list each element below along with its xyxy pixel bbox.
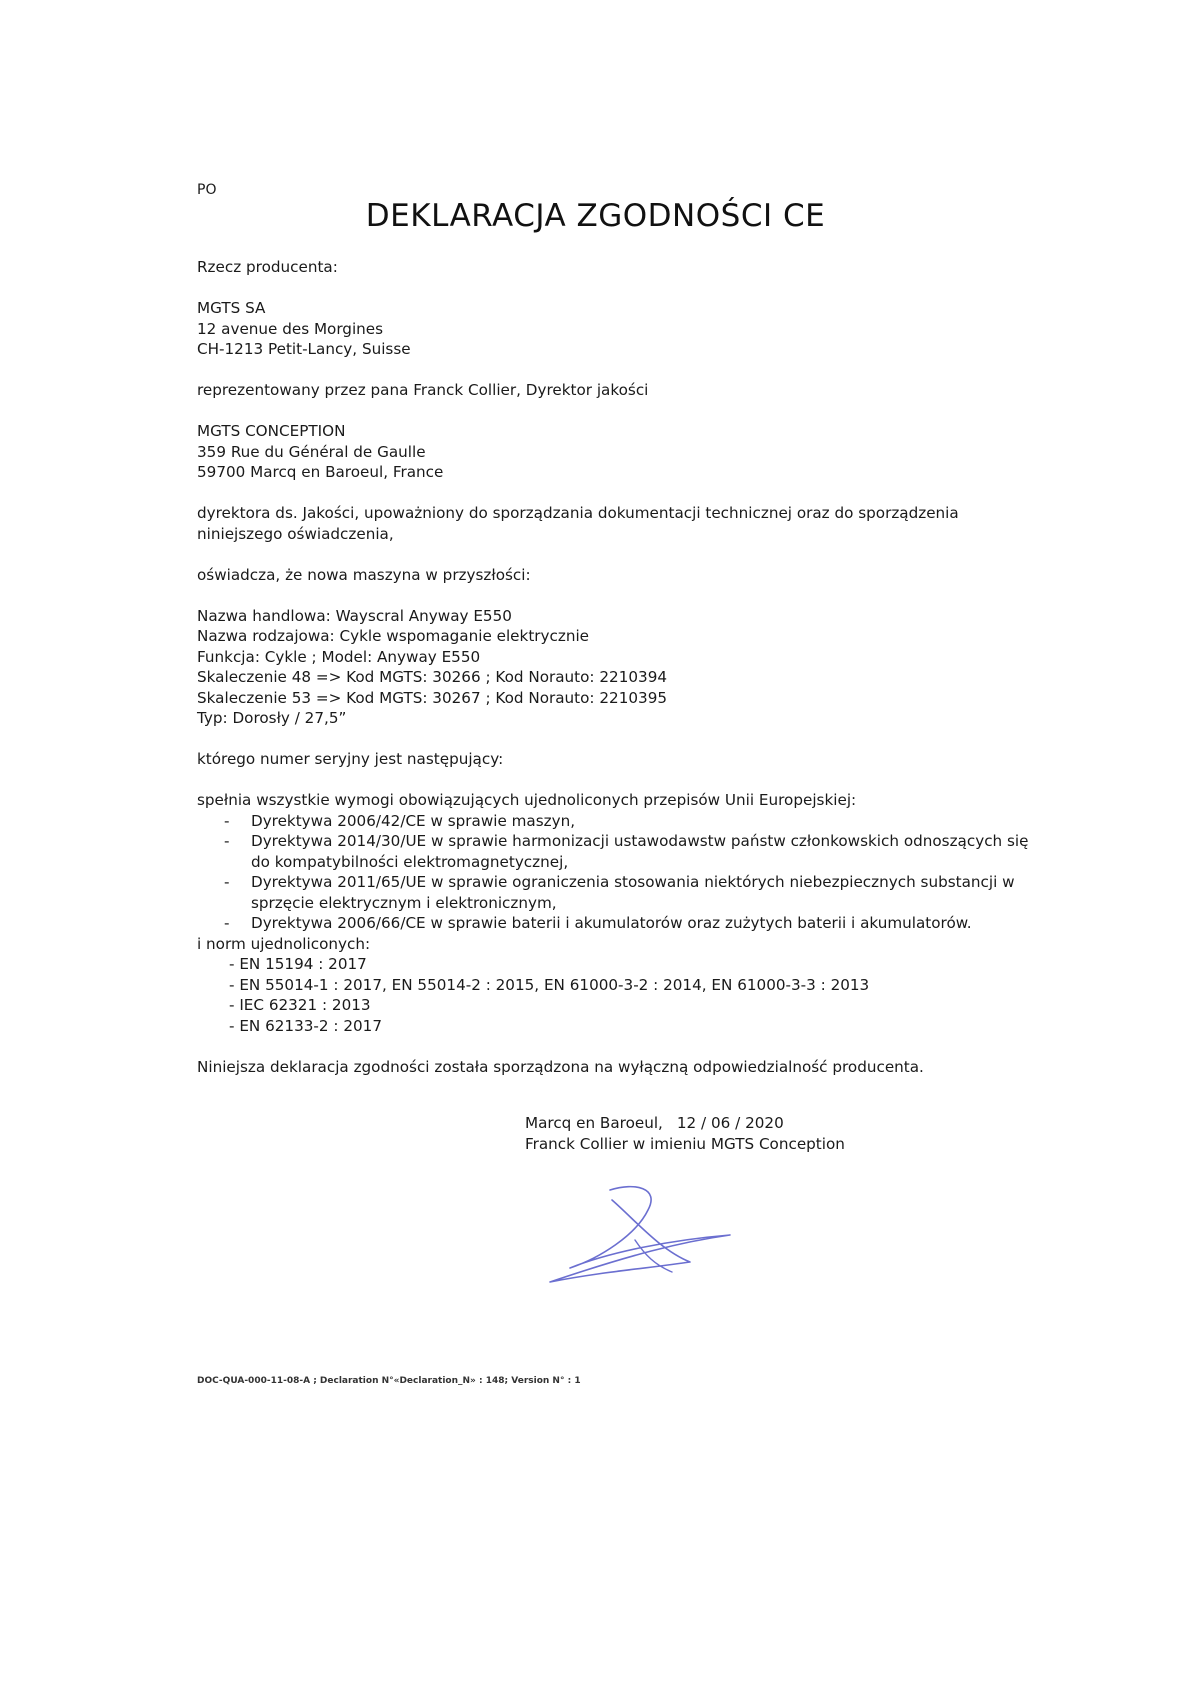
product-scale-48: Skaleczenie 48 => Kod MGTS: 30266 ; Kod Norauto: 2210394 xyxy=(197,668,668,686)
norms-list xyxy=(197,954,1047,1036)
norm-item: - IEC 62321 : 2013 xyxy=(229,995,1047,1016)
signature-date: 12 / 06 / 2020 xyxy=(676,1114,784,1132)
represented-by: reprezentowany przez pana Franck Collier, Dyrektor jakości xyxy=(197,381,649,399)
product-function: Funkcja: Cykle ; Model: Anyway E550 xyxy=(197,647,481,666)
directives-list xyxy=(197,811,1047,934)
norm-item: - EN 62133-2 : 2017 xyxy=(229,1016,1047,1037)
handwritten-signature xyxy=(540,1180,760,1290)
product-scale-53: Skaleczenie 53 => Kod MGTS: 30267 ; Kod Norauto: 2210395 xyxy=(197,688,668,707)
signature-place: Marcq en Baroeul, xyxy=(525,1114,663,1132)
norm-item: - EN 15194 : 2017 xyxy=(229,954,1047,975)
producer-label: Rzecz producenta: xyxy=(197,258,338,276)
product-trade-name: Nazwa handlowa: Wayscral Anyway E550 xyxy=(197,606,512,625)
producer-name: MGTS SA xyxy=(197,299,266,317)
directive-item: - Dyrektywa 2014/30/UE w sprawie harmonizacji ustawodawstw państw członkowskich odnoszących się do kompatybilności elektromagnetycznej, xyxy=(224,831,1047,872)
product-generic-name: Nazwa rodzajowa: Cykle wspomaganie elektrycznie xyxy=(197,627,590,645)
requirements-intro: spełnia wszystkie wymogi obowiązujących ujednoliconych przepisów Unii Europejskiej: xyxy=(197,791,857,809)
directive-item: - Dyrektywa 2006/66/CE w sprawie baterii i akumulatorów oraz zużytych baterii i akumulatorów. xyxy=(224,913,1047,934)
director-text-line1: dyrektora ds. Jakości, upoważniony do sporządzania dokumentacji technicznej oraz do sporządzenia xyxy=(197,504,959,522)
directive-item: - Dyrektywa 2011/65/UE w sprawie ograniczenia stosowania niektórych niebezpiecznych substancji w sprzęcie elektrycznym i elektronicznym, xyxy=(224,872,1047,913)
declares-text: oświadcza, że nowa maszyna w przyszłości: xyxy=(197,565,531,584)
document-footer: DOC-QUA-000-11-08-A ; Declaration N°«Declaration_N» : 148; Version N° : 1 xyxy=(197,1376,581,1386)
signer-name: Franck Collier w imieniu MGTS Conception xyxy=(525,1134,845,1153)
producer-address-line2: CH-1213 Petit-Lancy, Suisse xyxy=(197,340,411,358)
norm-item: - EN 55014-1 : 2017, EN 55014-2 : 2015, EN 61000-3-2 : 2014, EN 61000-3-3 : 2013 xyxy=(229,975,1047,996)
directive-item: - Dyrektywa 2006/42/CE w sprawie maszyn, xyxy=(224,811,1047,832)
serial-text: którego numer seryjny jest następujący: xyxy=(197,750,504,768)
signature-block xyxy=(525,1113,845,1154)
declaration-body xyxy=(197,257,1047,1077)
conception-address-line1: 359 Rue du Général de Gaulle xyxy=(197,442,426,461)
conception-address-line2: 59700 Marcq en Baroeul, France xyxy=(197,463,444,481)
responsibility-statement: Niniejsza deklaracja zgodności została sporządzona na wyłączną odpowiedzialność producenta. xyxy=(197,1057,924,1076)
norms-intro: i norm ujednoliconych: xyxy=(197,934,371,953)
product-type: Typ: Dorosły / 27,5” xyxy=(197,709,347,727)
conception-name: MGTS CONCEPTION xyxy=(197,422,346,440)
language-code: PO xyxy=(197,182,217,198)
director-text-line2: niniejszego oświadczenia, xyxy=(197,524,394,543)
page-title: DEKLARACJA ZGODNOŚCI CE xyxy=(365,198,826,234)
producer-address-line1: 12 avenue des Morgines xyxy=(197,319,384,338)
